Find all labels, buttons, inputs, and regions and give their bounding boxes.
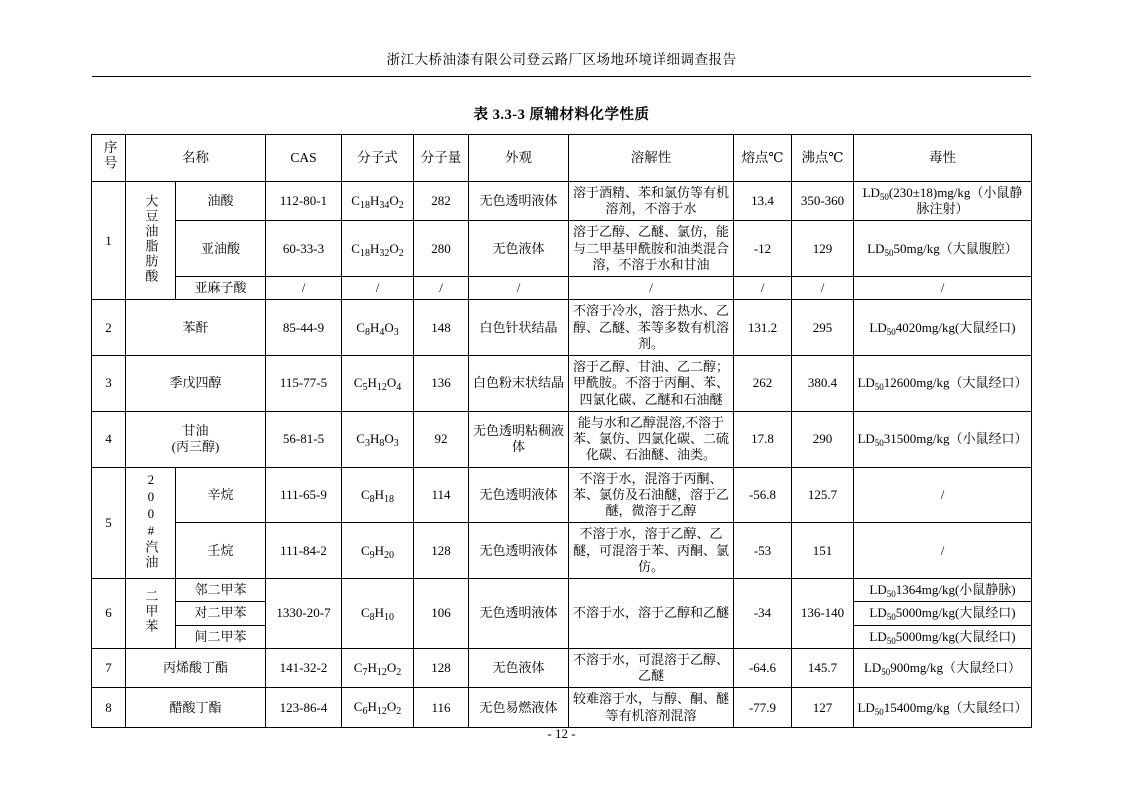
- cell-mp: 13.4: [734, 181, 792, 221]
- cell-bp: 125.7: [792, 467, 854, 523]
- cell-mw: 280: [414, 221, 469, 277]
- running-header: 浙江大桥油漆有限公司登云路厂区场地环境详细调查报告: [386, 52, 737, 67]
- cell-no: 2: [92, 300, 126, 356]
- cell-bp: 151: [792, 523, 854, 579]
- cell-solubility: 较难溶于水，与醇、酮、醚等有机溶剂混溶: [569, 688, 734, 728]
- cell-sub-name: 邻二甲苯: [176, 579, 266, 602]
- table-row: [92, 411, 1032, 467]
- cell-mw: 114: [414, 467, 469, 523]
- cell-mw: 282: [414, 181, 469, 221]
- cell-cas: 141-32-2: [266, 648, 342, 688]
- cell-cas: 112-80-1: [266, 181, 342, 221]
- cell-solubility: 溶于乙醇、乙醚、氯仿，能与二甲基甲酰胺和油类混合溶，不溶于水和甘油: [569, 221, 734, 277]
- cell-bp: 136-140: [792, 579, 854, 649]
- table-caption: 表 3.3-3 原辅材料化学性质: [473, 107, 650, 123]
- cell-toxicity: $LD_{50}(230\pm 18)mg/kg$（小鼠静脉注射）: [854, 181, 1032, 221]
- cell-formula: $C_5H_{12}O_4$: [342, 356, 414, 412]
- cell-formula: $C_8H_{18}$: [342, 467, 414, 523]
- cell-mw: 136: [414, 356, 469, 412]
- cell-no: 1: [92, 181, 126, 300]
- col-header-appearance: 外观: [469, 135, 569, 182]
- cell-bp: 127: [792, 688, 854, 728]
- cell-formula: $C_6H_{12}O_2$: [342, 688, 414, 728]
- cell-formula: $C_8H_{10}$: [342, 579, 414, 649]
- cell-mw: 116: [414, 688, 469, 728]
- cell-solubility: 不溶于水，溶于乙醇、乙醚，可混溶于苯、丙酮、氯仿。: [569, 523, 734, 579]
- col-header-mp: 熔点℃: [734, 135, 792, 182]
- cell-sub-name: 对二甲苯: [176, 602, 266, 625]
- cell-mw: 148: [414, 300, 469, 356]
- cell-sub-name: 间二甲苯: [176, 625, 266, 648]
- cell-toxicity: $LD_{50}900mg/kg$（大鼠经口）: [854, 648, 1032, 688]
- cell-sub-name: 亚麻子酸: [176, 277, 266, 300]
- cell-no: 5: [92, 467, 126, 579]
- cell-name: 季戊四醇: [126, 356, 266, 412]
- cell-sub-name: 辛烷: [176, 467, 266, 523]
- cell-cas: 111-65-9: [266, 467, 342, 523]
- cell-toxicity: $LD_{50}5000mg/kg$(大鼠经口): [854, 602, 1032, 625]
- cell-cas: 123-86-4: [266, 688, 342, 728]
- cell-toxicity: $LD_{50}12600mg/kg$（大鼠经口）: [854, 356, 1032, 412]
- col-header-mw: 分子量: [414, 135, 469, 182]
- col-header-toxicity: 毒性: [854, 135, 1032, 182]
- cell-appearance: 无色液体: [469, 648, 569, 688]
- header-divider: [92, 76, 1031, 77]
- cell-solubility: 不溶于水，混溶于丙酮、苯、氯仿及石油醚，溶于乙醚，微溶于乙醇: [569, 467, 734, 523]
- page-number: - 12 -: [547, 726, 576, 741]
- cell-group-name-text: 200#汽油: [143, 471, 159, 570]
- col-header-formula: 分子式: [342, 135, 414, 182]
- cell-bp: 129: [792, 221, 854, 277]
- cell-toxicity: $LD_{50}5000mg/kg$(大鼠经口): [854, 625, 1032, 648]
- cell-toxicity: /: [854, 467, 1032, 523]
- cell-toxicity: /: [854, 277, 1032, 300]
- cell-bp: 145.7: [792, 648, 854, 688]
- cell-cas: 115-77-5: [266, 356, 342, 412]
- cell-sub-name: 壬烷: [176, 523, 266, 579]
- cell-solubility: /: [569, 277, 734, 300]
- cell-toxicity: $LD_{50}4020mg/kg$(大鼠经口): [854, 300, 1032, 356]
- cell-mp: -12: [734, 221, 792, 277]
- table-header-row: [92, 135, 1032, 182]
- cell-group-name: [126, 181, 176, 300]
- col-header-bp: 沸点℃: [792, 135, 854, 182]
- col-header-no: [92, 135, 126, 182]
- table-row: [92, 523, 1032, 579]
- table-row: [92, 648, 1032, 688]
- cell-bp: 350-360: [792, 181, 854, 221]
- cell-formula: $C_9H_{20}$: [342, 523, 414, 579]
- cell-mp: 131.2: [734, 300, 792, 356]
- table-row: [92, 467, 1032, 523]
- cell-bp: 295: [792, 300, 854, 356]
- cell-toxicity: $LD_{50}1364mg/kg$(小鼠静脉): [854, 579, 1032, 602]
- cell-formula: $C_8H_4O_3$: [342, 300, 414, 356]
- cell-bp: /: [792, 277, 854, 300]
- table-row: [92, 579, 1032, 602]
- cell-mw: 128: [414, 648, 469, 688]
- cell-no: 3: [92, 356, 126, 412]
- cell-mp: -53: [734, 523, 792, 579]
- table-row: [92, 356, 1032, 412]
- cell-no: 6: [92, 579, 126, 649]
- cell-mw: /: [414, 277, 469, 300]
- cell-mw: 128: [414, 523, 469, 579]
- cell-appearance: 白色粉末状结晶: [469, 356, 569, 412]
- cell-solubility: 不溶于水，可混溶于乙醇、乙醚: [569, 648, 734, 688]
- cell-formula: $C_3H_8O_3$: [342, 411, 414, 467]
- cell-no: 7: [92, 648, 126, 688]
- cell-no: 4: [92, 411, 126, 467]
- cell-appearance: 无色透明液体: [469, 181, 569, 221]
- cell-bp: 380.4: [792, 356, 854, 412]
- cell-appearance: 无色透明液体: [469, 579, 569, 649]
- cell-solubility: 溶于乙醇、甘油、乙二醇；甲酰胺。不溶于丙酮、苯、四氯化碳、乙醚和石油醚: [569, 356, 734, 412]
- cell-cas: 111-84-2: [266, 523, 342, 579]
- cell-solubility: 能与水和乙醇混溶,不溶于苯、氯仿、四氯化碳、二硫化碳、石油醚、油类。: [569, 411, 734, 467]
- cell-mp: 262: [734, 356, 792, 412]
- cell-group-name: [126, 579, 176, 649]
- table-body: [92, 181, 1032, 727]
- cell-sub-name: 油酸: [176, 181, 266, 221]
- table-row: [92, 688, 1032, 728]
- cell-appearance: 无色液体: [469, 221, 569, 277]
- col-header-solubility: 溶解性: [569, 135, 734, 182]
- cell-cas: 56-81-5: [266, 411, 342, 467]
- cell-appearance: 白色针状结晶: [469, 300, 569, 356]
- cell-formula: $C_{18}H_{32}O_2$: [342, 221, 414, 277]
- materials-table: [91, 134, 1032, 728]
- cell-name: 甘油 (丙三醇): [126, 411, 266, 467]
- table-row: [92, 181, 1032, 221]
- cell-appearance: /: [469, 277, 569, 300]
- cell-appearance: 无色透明液体: [469, 523, 569, 579]
- cell-cas: 85-44-9: [266, 300, 342, 356]
- cell-appearance: 无色易燃液体: [469, 688, 569, 728]
- cell-bp: 290: [792, 411, 854, 467]
- cell-name: 丙烯酸丁酯: [126, 648, 266, 688]
- cell-toxicity: $LD_{50}50mg/kg$（大鼠腹腔）: [854, 221, 1032, 277]
- cell-name: 苯酐: [126, 300, 266, 356]
- table-row: [92, 221, 1032, 277]
- cell-mp: -34: [734, 579, 792, 649]
- cell-mp: -64.6: [734, 648, 792, 688]
- cell-cas: /: [266, 277, 342, 300]
- cell-mp: -56.8: [734, 467, 792, 523]
- col-header-cas: CAS: [266, 135, 342, 182]
- cell-no: 8: [92, 688, 126, 728]
- cell-appearance: 无色透明液体: [469, 467, 569, 523]
- cell-solubility: 不溶于水，溶于乙醇和乙醚: [569, 579, 734, 649]
- cell-solubility: 溶于酒精、苯和氯仿等有机溶剂，不溶于水: [569, 181, 734, 221]
- cell-name: 醋酸丁酯: [126, 688, 266, 728]
- cell-formula: /: [342, 277, 414, 300]
- cell-solubility: 不溶于冷水，溶于热水、乙醇、乙醚、苯等多数有机溶剂。: [569, 300, 734, 356]
- col-header-name: 名称: [126, 135, 266, 182]
- cell-toxicity: $LD_{50}15400mg/kg$（大鼠经口）: [854, 688, 1032, 728]
- cell-group-name-text: 大豆油脂肪酸: [143, 193, 159, 284]
- table-row: [92, 300, 1032, 356]
- cell-mp: 17.8: [734, 411, 792, 467]
- cell-mw: 92: [414, 411, 469, 467]
- cell-cas: 60-33-3: [266, 221, 342, 277]
- cell-group-name: [126, 467, 176, 579]
- cell-appearance: 无色透明粘稠液体: [469, 411, 569, 467]
- cell-toxicity: /: [854, 523, 1032, 579]
- col-header-no-text: 序号: [101, 140, 117, 171]
- cell-formula: $C_{18}H_{34}O_2$: [342, 181, 414, 221]
- cell-formula: $C_7H_{12}O_2$: [342, 648, 414, 688]
- cell-toxicity: $LD_{50}31500mg/kg$（小鼠经口）: [854, 411, 1032, 467]
- cell-mp: -77.9: [734, 688, 792, 728]
- cell-mw: 106: [414, 579, 469, 649]
- cell-group-name-text: 二甲苯: [143, 588, 159, 634]
- cell-cas: 1330-20-7: [266, 579, 342, 649]
- cell-sub-name: 亚油酸: [176, 221, 266, 277]
- cell-mp: /: [734, 277, 792, 300]
- table-row: [92, 277, 1032, 300]
